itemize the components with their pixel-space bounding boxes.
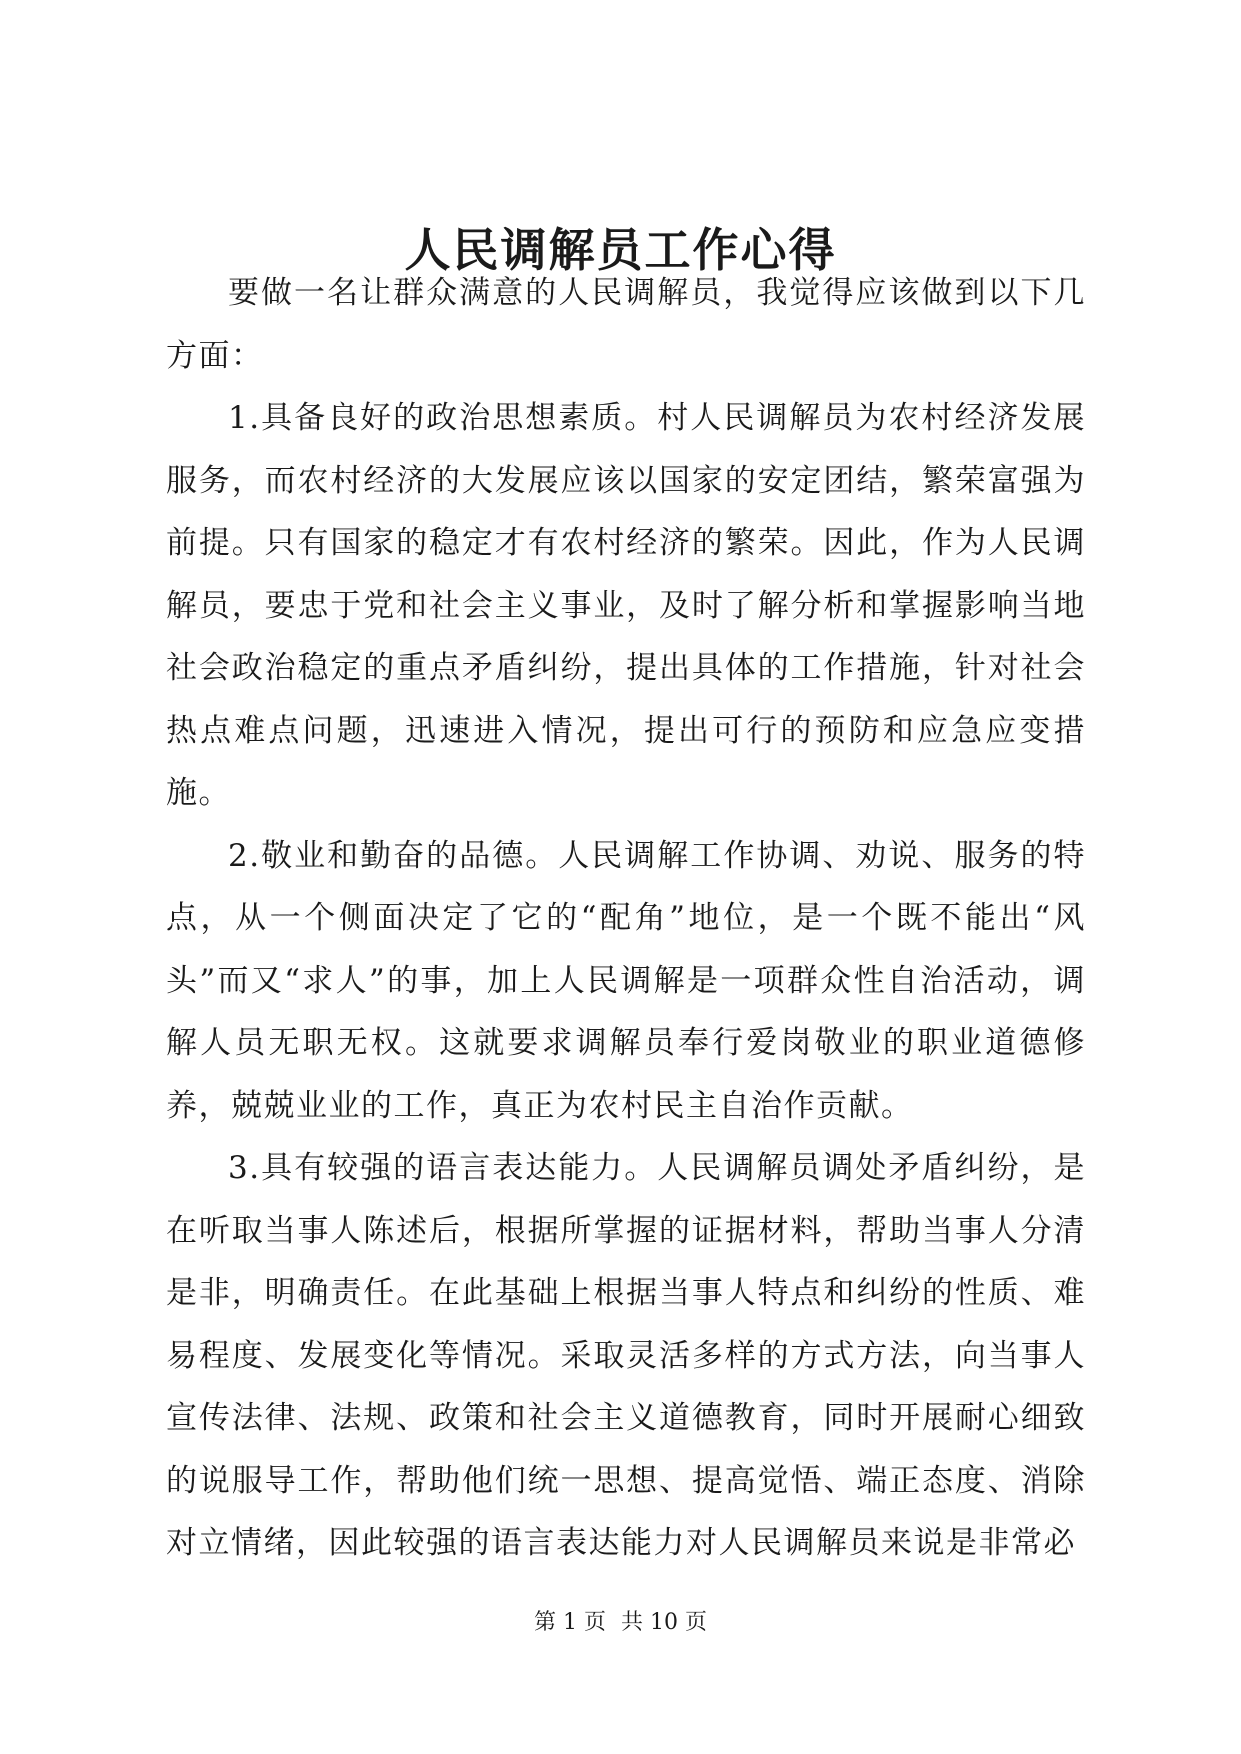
paragraph-point-2: 2.敬业和勤奋的品德。人民调解工作协调、劝说、服务的特点，从一个侧面决定了它的“配角”地位，是一个既不能出“风头”而又“求人”的事，加上人民调解是一项群众性自治活动，调解人员无职无权。这就要求调解员奉行爱岗敬业的职业道德修养，兢兢业业的工作，真正为农村民主自治作贡献。 xyxy=(166,837,1086,1124)
paragraph-point-3: 3.具有较强的语言表达能力。人民调解员调处矛盾纠纷，是在听取当事人陈述后，根据所掌握的证据材料，帮助当事人分清是非，明确责任。在此基础上根据当事人特点和纠纷的性质、难易程度、发展变化等情况。采取灵活多样的方式方法，向当事人宣传法律、法规、政策和社会主义道德教育，同时开展耐心细致的说服导工作，帮助他们统一思想、提高觉悟、端正态度、消除对立情绪，因此较强的语言表达能力对人民调解员来说是非常必 xyxy=(166,1150,1086,1561)
page-footer xyxy=(0,1608,1241,1638)
page-number: 第 1 页 xyxy=(534,1610,606,1635)
document-body xyxy=(166,262,1086,1575)
paragraph-intro: 要做一名让群众满意的人民调解员，我觉得应该做到以下几方面： xyxy=(166,275,1086,374)
document-title: 人民调解员工作心得 xyxy=(404,223,837,277)
paragraph-point-1: 1.具备良好的政治思想素质。村人民调解员为农村经济发展服务，而农村经济的大发展应该以国家的安定团结，繁荣富强为前提。只有国家的稳定才有农村经济的繁荣。因此，作为人民调解员，要忠于党和社会主义事业，及时了解分析和掌握影响当地社会政治稳定的重点矛盾纠纷，提出具体的工作措施，针对社会热点难点问题，迅速进入情况，提出可行的预防和应急应变措施。 xyxy=(166,400,1086,811)
page-total: 共 10 页 xyxy=(621,1610,707,1635)
